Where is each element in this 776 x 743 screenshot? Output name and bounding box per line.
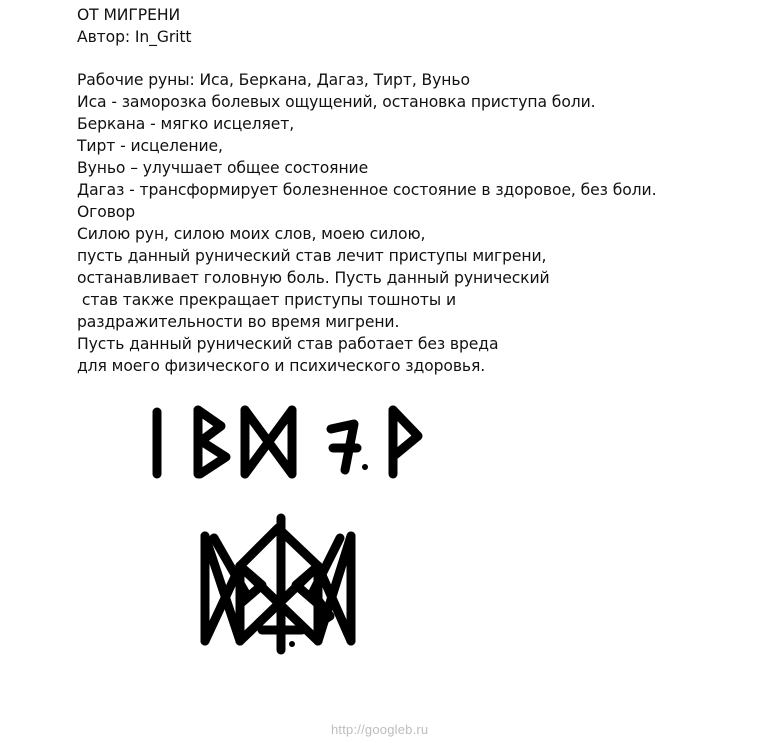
spell-line: останавливает головную боль. Пусть данный рунический xyxy=(77,269,550,287)
spell-line: пусть данный рунический став лечит приступы мигрени, xyxy=(77,247,547,265)
spell-line: для моего физического и психического здоровья. xyxy=(77,357,486,375)
berkana-description: Беркана - мягко исцеляет, xyxy=(77,115,295,133)
working-runes-line: Рабочие руны: Иса, Беркана, Дагаз, Тирт, Вуньо xyxy=(77,71,470,89)
bindrune-dot xyxy=(289,641,295,647)
spell-line: Силою рун, силою моих слов, моею силою, xyxy=(77,225,426,243)
dagaz-description: Дагаз - трансформирует болезненное состояние в здоровое, без боли. xyxy=(77,181,657,199)
spell-line: Пусть данный рунический став работает без вреда xyxy=(77,335,499,353)
wunjo-description: Вуньо – улучшает общее состояние xyxy=(77,159,369,177)
watermark-url: http://googleb.ru xyxy=(331,722,429,737)
document-author: Автор: In_Gritt xyxy=(77,28,192,46)
document-title: ОТ МИГРЕНИ xyxy=(77,6,181,24)
spell-line: став также прекращает приступы тошноты и xyxy=(77,291,457,309)
spell-line: раздражительности во время мигрени. xyxy=(77,313,400,331)
tirt-description: Тирт - исцеление, xyxy=(77,137,223,155)
spell-heading: Оговор xyxy=(77,203,136,221)
isa-description: Иса - заморозка болевых ощущений, остановка приступа боли. xyxy=(77,93,596,111)
